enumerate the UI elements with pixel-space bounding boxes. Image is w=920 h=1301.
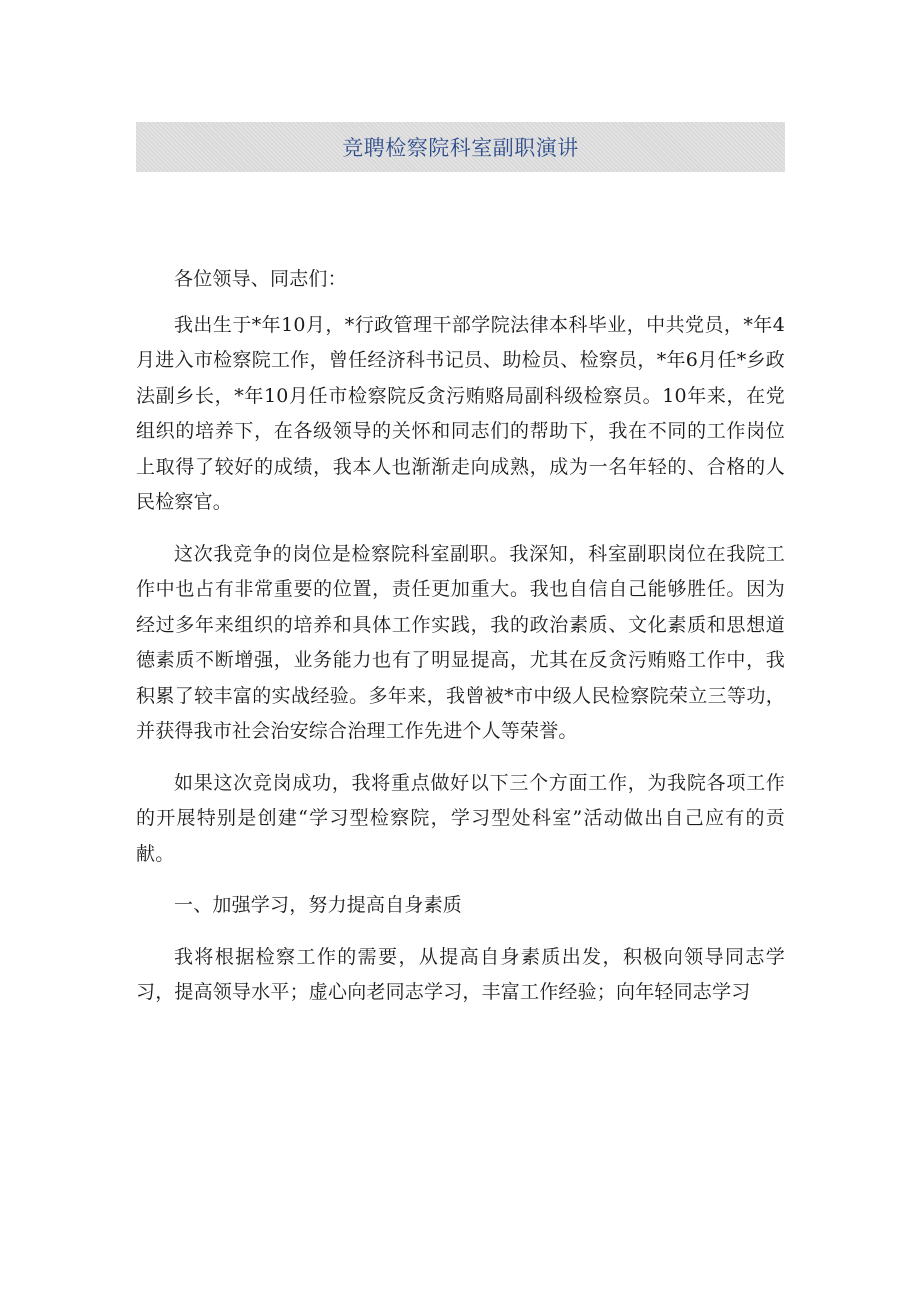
- paragraph: 我将根据检察工作的需要，从提高自身素质出发，积极向领导同志学习，提高领导水平；虚心向老同志学习，丰富工作经验；向年轻同志学习: [136, 945, 785, 1003]
- paragraph: 我出生于*年10月，*行政管理干部学院法律本科毕业，中共党员，*年4月进入市检察院工作，曾任经济科书记员、助检员、检察员，*年6月任*乡政法副乡长，*年10月任市检察院反贪污贿赂局副科级检察员。10年来，在党组织的培养下，在各级领导的关怀和同志们的帮助下，我在不同的工作岗位上取得了较好的成绩，我本人也渐渐走向成熟，成为一名年轻的、合格的人民检察官。: [136, 313, 785, 513]
- document-title: 竞聘检察院科室副职演讲: [342, 136, 579, 160]
- section-heading: 一、加强学习，努力提高自身素质: [174, 894, 463, 916]
- salutation: 各位领导、同志们：: [174, 268, 347, 290]
- document-body: [136, 262, 785, 1027]
- paragraph: 这次我竞争的岗位是检察院科室副职。我深知，科室副职岗位在我院工作中也占有非常重要的位置，责任更加重大。我也自信自己能够胜任。因为经过多年来组织的培养和具体工作实践，我的政治素质、文化素质和思想道德素质不断增强，业务能力也有了明显提高，尤其在反贪污贿赂工作中，我积累了较丰富的实战经验。多年来，我曾被*市中级人民检察院荣立三等功，并获得我市社会治安综合治理工作先进个人等荣誉。: [136, 542, 785, 742]
- title-banner: [136, 122, 785, 172]
- paragraph: 如果这次竞岗成功，我将重点做好以下三个方面工作，为我院各项工作的开展特别是创建“学习型检察院，学习型处科室”活动做出自己应有的贡献。: [136, 771, 785, 865]
